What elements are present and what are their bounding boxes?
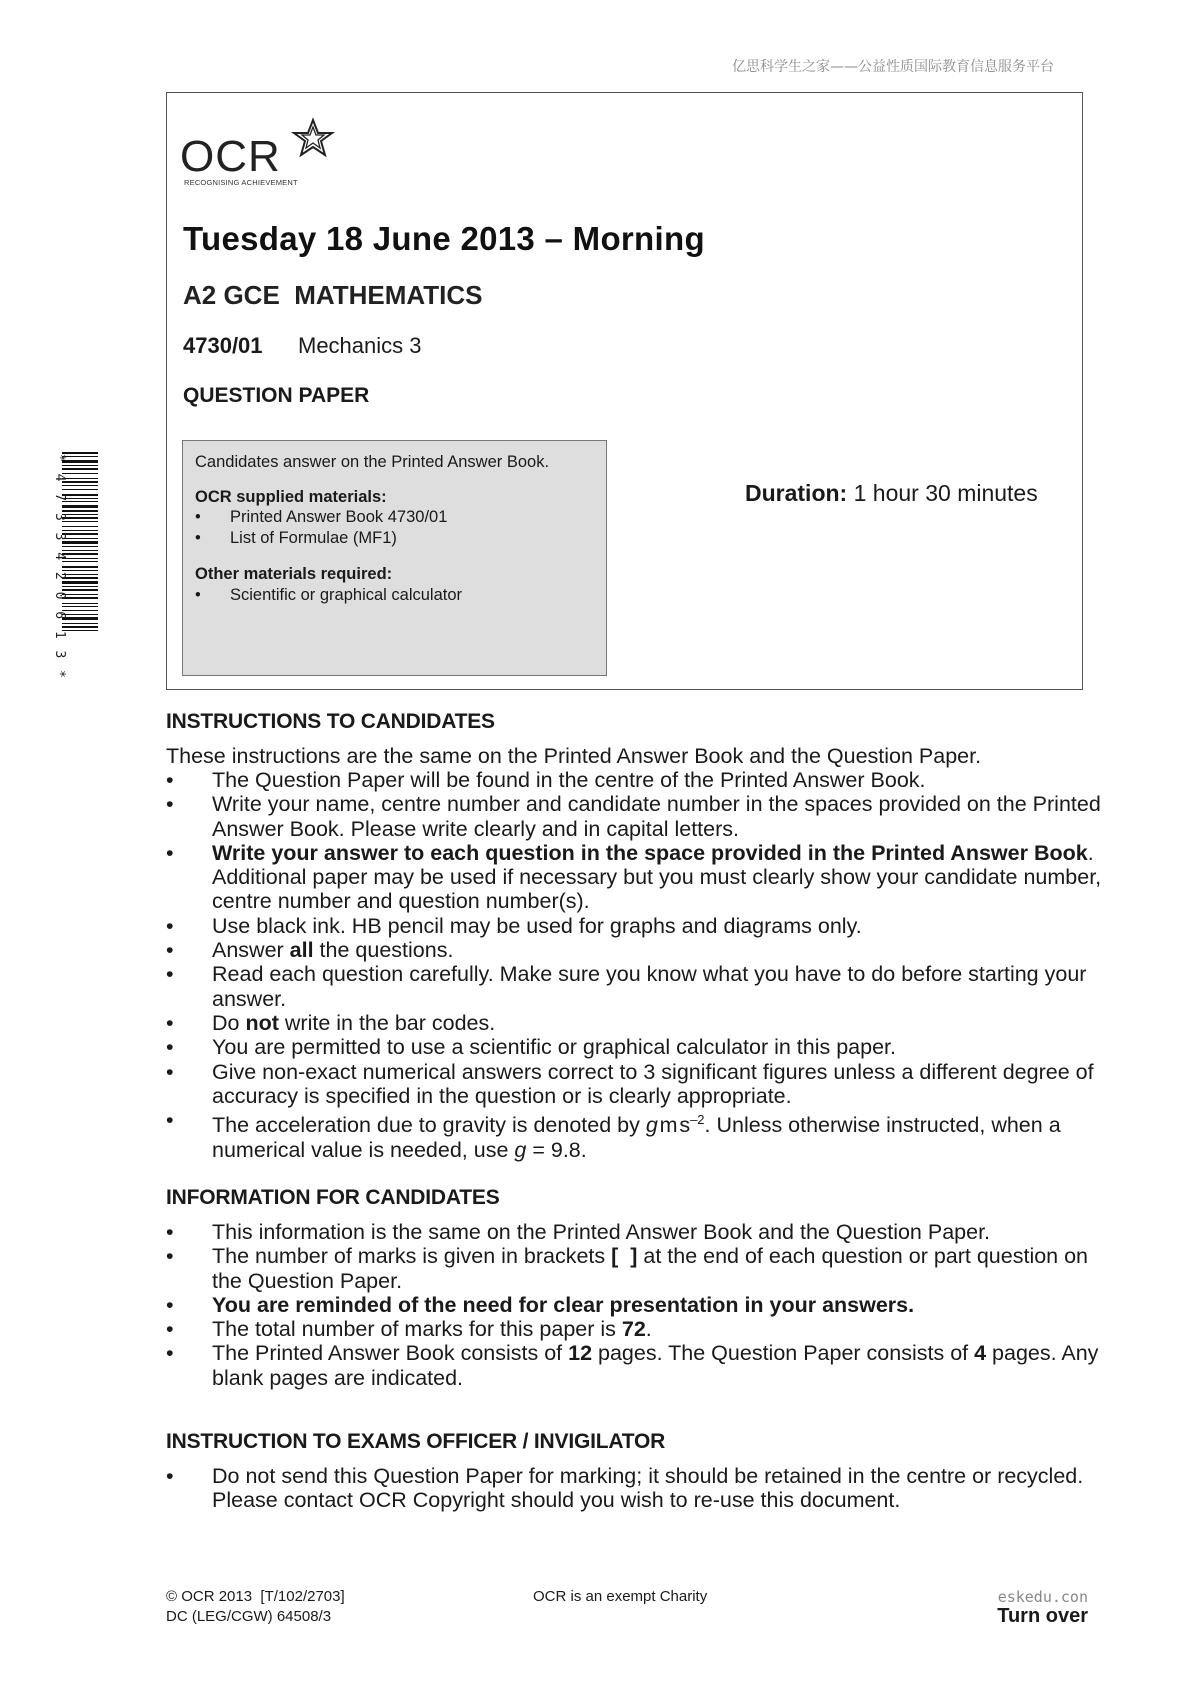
- unit-code: 4730/01: [183, 333, 263, 358]
- barcode: [54, 452, 98, 680]
- list-item: • Write your answer to each question in the space provided in the Printed Answer Book. Additional paper may be used if necessary but you must clearly show your candidate number, centre number and question number(s).: [166, 841, 1106, 914]
- list-item: • The total number of marks for this paper is 72.: [166, 1317, 1106, 1341]
- instructions-list: [166, 768, 1106, 1162]
- charity-note: OCR is an exempt Charity: [533, 1588, 708, 1605]
- site-watermark: eskedu.con: [997, 1588, 1088, 1606]
- instructions-heading: INSTRUCTIONS TO CANDIDATES: [166, 710, 495, 733]
- materials-intro: Candidates answer on the Printed Answer Book.: [195, 453, 550, 471]
- barcode-bar: [62, 570, 98, 571]
- list-item: • This information is the same on the Printed Answer Book and the Question Paper.: [166, 1220, 1106, 1244]
- barcode-bar: [62, 566, 98, 568]
- bullet: •: [195, 508, 201, 526]
- other-heading: Other materials required:: [195, 565, 393, 583]
- logo-text: OCR: [180, 132, 281, 181]
- barcode-bar: [62, 501, 98, 502]
- supplied-item: List of Formulae (MF1): [230, 529, 397, 547]
- list-item: • Answer all the questions.: [166, 938, 1106, 962]
- barcode-bar: [62, 505, 98, 508]
- information-heading: INFORMATION FOR CANDIDATES: [166, 1186, 500, 1209]
- list-item: • The acceleration due to gravity is denoted by g m $s^{-2}$. Unless otherwise instructed, when a numerical value is needed, use g = 9.8.: [166, 1108, 1106, 1162]
- list-item: • You are reminded of the need for clear presentation in your answers.: [166, 1293, 1106, 1317]
- unit-name: Mechanics 3: [298, 333, 422, 358]
- information-list: [166, 1220, 1106, 1390]
- duration-label: Duration:: [745, 480, 848, 506]
- list-item: • You are permitted to use a scientific or graphical calculator in this paper.: [166, 1035, 1106, 1059]
- supplied-heading: OCR supplied materials:: [195, 488, 387, 506]
- list-item: • Do not send this Question Paper for marking; it should be retained in the centre or recycled. Please contact OCR Copyright should you wish to re-use this document.: [166, 1464, 1106, 1513]
- barcode-bar: [62, 550, 98, 551]
- star-icon: [292, 118, 334, 158]
- turn-over: Turn over: [997, 1605, 1088, 1627]
- bullet: •: [195, 586, 201, 604]
- barcode-number: *4733420613*: [52, 454, 67, 678]
- duration: [745, 480, 1038, 507]
- barcode-bar: [62, 521, 98, 522]
- logo-tagline: RECOGNISING ACHIEVEMENT: [184, 178, 298, 187]
- watermark-top: 亿思科学生之家——公益性质国际教育信息服务平台: [732, 59, 1054, 75]
- exam-subject: A2 GCE MATHEMATICS: [183, 280, 483, 310]
- barcode-bar: [62, 603, 98, 604]
- barcode-bar: [62, 541, 98, 544]
- bullet: •: [195, 529, 201, 547]
- barcode-bar: [62, 546, 98, 547]
- instructions-intro: These instructions are the same on the Printed Answer Book and the Question Paper.: [166, 744, 982, 768]
- officer-list: [166, 1464, 1106, 1513]
- exam-date: Tuesday 18 June 2013 – Morning: [183, 220, 705, 257]
- barcode-bar: [62, 530, 98, 531]
- barcode-bar: [62, 526, 98, 527]
- copyright: © OCR 2013 [T/102/2703]: [166, 1588, 345, 1605]
- barcode-bar: [62, 489, 98, 490]
- list-item: • The number of marks is given in brackets [ ] at the end of each question or part question on the Question Paper.: [166, 1244, 1106, 1293]
- officer-heading: INSTRUCTION TO EXAMS OFFICER / INVIGILATOR: [166, 1430, 666, 1453]
- materials-box: [182, 440, 607, 676]
- list-item: • The Printed Answer Book consists of 12 pages. The Question Paper consists of 4 pages. Any blank pages are indicated.: [166, 1341, 1106, 1390]
- barcode-bar: [62, 561, 98, 562]
- barcode-bar: [62, 485, 98, 486]
- barcode-bar: [62, 626, 98, 628]
- barcode-bar: [62, 510, 98, 512]
- other-item: Scientific or graphical calculator: [230, 586, 463, 604]
- list-item: • Do not write in the bar codes.: [166, 1011, 1106, 1035]
- barcode-bar: [62, 468, 98, 470]
- list-item: • The Question Paper will be found in the centre of the Printed Answer Book.: [166, 768, 1106, 792]
- supplied-item: Printed Answer Book 4730/01: [230, 508, 448, 526]
- barcode-bar: [62, 581, 98, 584]
- barcode-bar: [62, 586, 98, 587]
- barcode-bar: [62, 465, 98, 466]
- list-item: • Use black ink. HB pencil may be used for graphs and diagrams only.: [166, 914, 1106, 938]
- barcode-bar: [62, 623, 98, 624]
- barcode-bar: [62, 606, 98, 607]
- list-item: • Read each question carefully. Make sure you know what you have to do before starting your answer.: [166, 962, 1106, 1011]
- ocr-logo: [180, 118, 330, 190]
- document-code: DC (LEG/CGW) 64508/3: [166, 1608, 332, 1625]
- list-item: • Write your name, centre number and candidate number in the spaces provided on the Printed Answer Book. Please write clearly and in capital letters.: [166, 792, 1106, 841]
- list-item: • Give non-exact numerical answers correct to 3 significant figures unless a different degree of accuracy is specified in the question or is clearly appropriate.: [166, 1060, 1106, 1109]
- paper-type: QUESTION PAPER: [183, 384, 370, 407]
- duration-value: 1 hour 30 minutes: [853, 480, 1038, 506]
- footer-left: [166, 1587, 345, 1627]
